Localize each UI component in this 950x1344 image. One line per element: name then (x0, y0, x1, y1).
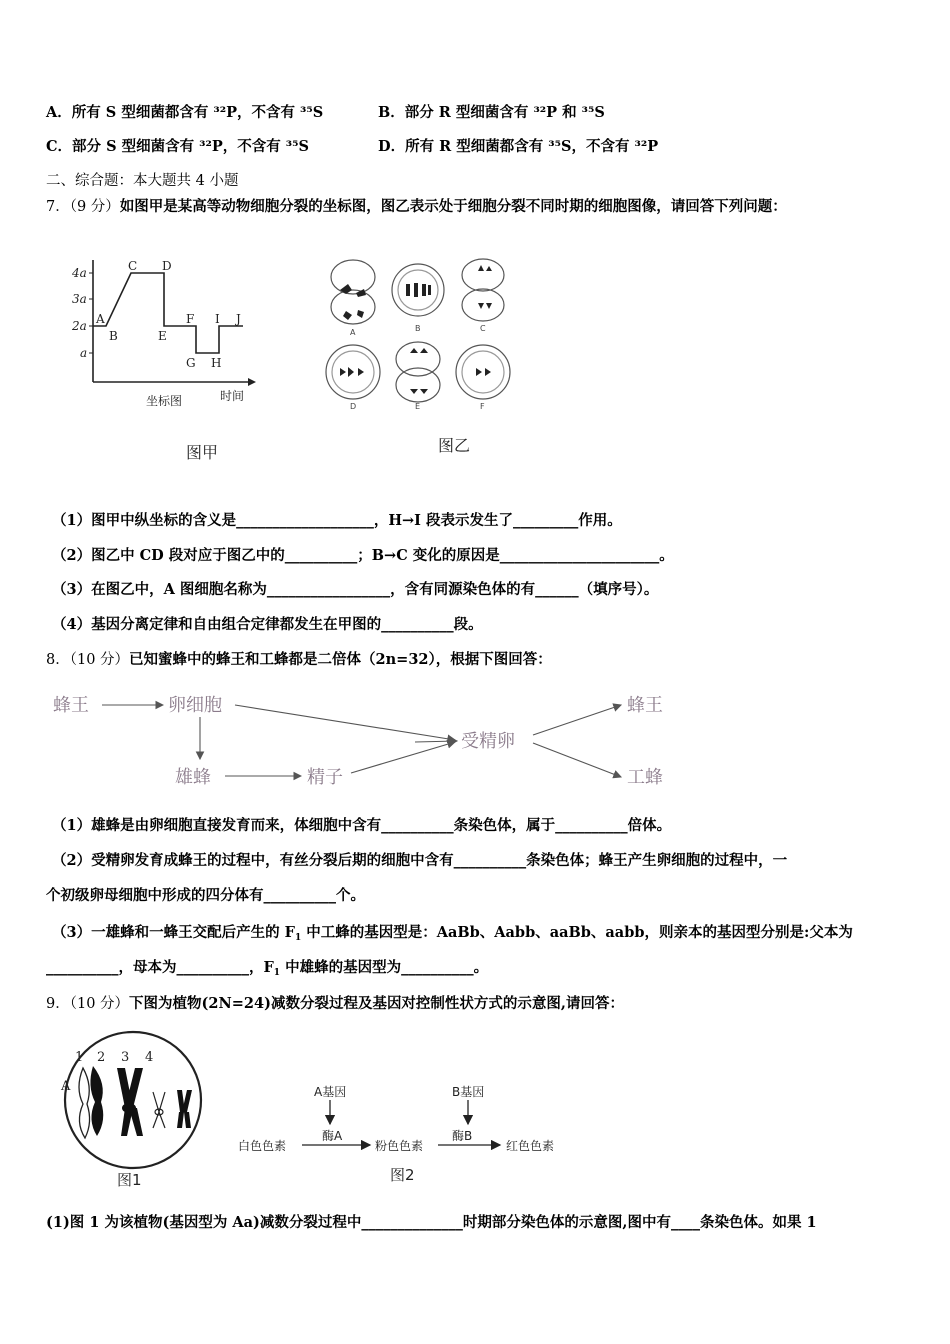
cell-label-a: A (350, 328, 356, 337)
text: （3）一雄蜂和一蜂王交配后产生的 F (52, 924, 295, 941)
y-tick-2a: 2a (72, 319, 87, 333)
point-i: I (215, 312, 220, 326)
figure-bee-flow-diagram (45, 685, 695, 795)
option-c: C．部分 S 型细菌含有 ³²P，不含有 ³⁵S (46, 138, 309, 155)
white-pigment-label: 白色色素 (238, 1139, 287, 1153)
y-tick-3a: 3a (72, 292, 87, 306)
q7-sub1: （1）图甲中纵坐标的含义是___________________，H→I 段表示发生了_________作用。 (52, 512, 622, 529)
figure-caption: 图乙 (438, 436, 471, 455)
q8-sub1: （1）雄蜂是由卵细胞直接发育而来，体细胞中含有__________条染色体，属于__________倍体。 (52, 817, 672, 834)
gene-a-label: A基因 (314, 1085, 347, 1099)
node-drone: 雄蜂 (175, 767, 211, 788)
y-tick-a: a (80, 346, 88, 360)
red-pigment-label: 红色色素 (506, 1139, 555, 1153)
chromosome-small-pair-filled (177, 1090, 192, 1128)
subscript: 1 (294, 933, 302, 943)
enzyme-a-label: 酶A (322, 1129, 343, 1143)
figure-caption: 图2 (390, 1166, 415, 1184)
figure-caption: 图1 (117, 1171, 142, 1189)
q8-sub2-line2: 个初级卵母细胞中形成的四分体有__________个。 (46, 887, 365, 904)
point-d: D (162, 259, 172, 273)
chromosome-label-1: 1 (75, 1050, 84, 1065)
y-tick-4a: 4a (72, 266, 87, 280)
figure-1-chromosome-cell (55, 1030, 225, 1195)
chromosome-pair-3-4 (117, 1068, 143, 1136)
node-sperm: 精子 (307, 767, 343, 788)
node-queen-out: 蜂王 (627, 695, 663, 716)
node-queen: 蜂王 (53, 695, 89, 716)
section-heading: 二、综合题：本大题共 4 小题 (46, 173, 239, 189)
question-stem: 下图为植物(2N=24)减数分裂过程及基因对控制性状方式的示意图,请回答： (129, 995, 624, 1012)
x-axis-label: 时间 (220, 389, 245, 403)
question-number: 7．（9 分） (46, 199, 120, 215)
cell-label-b: B (415, 324, 421, 333)
chromosome-label-3: 3 (121, 1050, 130, 1065)
graph-inner-label: 坐标图 (146, 394, 183, 408)
q7-sub3: （3）在图乙中，A 图细胞名称为_________________，含有同源染色体的有______（填序号）。 (52, 581, 659, 598)
chromosome-label-4: 4 (145, 1050, 154, 1065)
q8-sub2-line1: （2）受精卵发育成蜂王的过程中，有丝分裂后期的细胞中含有__________条染色体；蜂王产生卵细胞的过程中，一 (52, 852, 788, 869)
question-9 (46, 994, 624, 1014)
point-h: H (211, 356, 222, 370)
q7-sub2: （2）图乙中 CD 段对应于图乙中的__________；B→C 变化的原因是______________________。 (52, 547, 674, 564)
cell-label-d: D (350, 402, 357, 411)
point-a: A (96, 312, 105, 326)
node-worker: 工蜂 (627, 767, 663, 788)
cell-label-e: E (415, 402, 421, 411)
chromosome-small-pair-outline (153, 1092, 165, 1128)
question-number: 9．（10 分） (46, 996, 130, 1012)
option-a: A．所有 S 型细菌都含有 ³²P，不含有 ³⁵S (46, 104, 324, 121)
figure-jia-coordinate-graph (68, 255, 268, 470)
question-stem: 已知蜜蜂中的蜂王和工蜂都是二倍体（2n=32），根据下图回答： (129, 651, 552, 668)
point-f: F (186, 312, 195, 326)
option-b: B．部分 R 型细菌含有 ³²P 和 ³⁵S (378, 104, 605, 121)
figure-caption: 图甲 (186, 443, 219, 462)
node-zygote: 受精卵 (461, 731, 515, 752)
question-number: 8．（10 分） (46, 652, 130, 668)
subscript: 1 (273, 968, 281, 978)
text: 中工蜂的基因型是：AaBb、Aabb、aaBb、aabb，则亲本的基因型分别是:父本为 (301, 924, 853, 941)
q7-sub4: （4）基因分离定律和自由组合定律都发生在甲图的__________段。 (52, 616, 483, 633)
chromosome-label-2: 2 (97, 1050, 106, 1065)
cell-label-c: C (480, 324, 486, 333)
q9-sub1: (1)图 1 为该植物(基因型为 Aa)减数分裂过程中______________时期部分染色体的示意图,图中有____条染色体。如果 1 (46, 1214, 817, 1231)
cell-label-f: F (480, 402, 485, 411)
node-egg: 卵细胞 (168, 695, 222, 716)
text: __________，母本为__________，F (46, 959, 274, 976)
point-c: C (128, 259, 138, 273)
question-stem: 如图甲是某高等动物细胞分裂的坐标图，图乙表示处于细胞分裂不同时期的细胞图像，请回答下列问题： (119, 198, 787, 215)
gene-b-label: B基因 (452, 1085, 485, 1099)
point-g: G (186, 356, 196, 370)
question-8 (46, 650, 552, 670)
text: 中雄蜂的基因型为__________。 (280, 959, 489, 976)
pink-pigment-label: 粉色色素 (375, 1139, 424, 1153)
figure-2-pigment-pathway (230, 1080, 570, 1190)
chromosome-pair-1-2 (79, 1066, 103, 1138)
q8-sub3-line2 (46, 958, 488, 978)
enzyme-b-label: 酶B (452, 1129, 473, 1143)
point-j: J (236, 312, 241, 326)
option-d: D．所有 R 型细菌都含有 ³⁵S，不含有 ³²P (378, 138, 659, 155)
q8-sub3-line1 (52, 923, 853, 943)
point-b: B (109, 329, 118, 343)
figure-yi-cell-images (318, 255, 518, 465)
question-7 (46, 197, 787, 217)
point-e: E (158, 329, 167, 343)
gene-label-a: A (61, 1079, 71, 1094)
